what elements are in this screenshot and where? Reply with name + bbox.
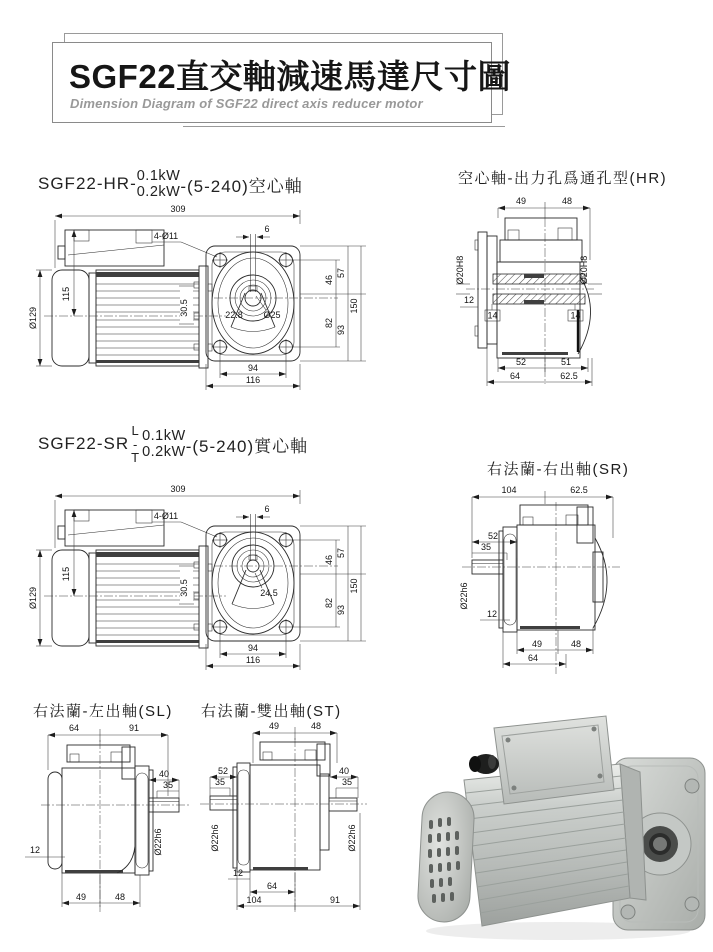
dim-52: 52 — [515, 357, 527, 367]
dim-49: 49 — [515, 196, 527, 206]
dim-offset: 30.5 — [179, 579, 189, 597]
dim-r40: 40 — [338, 766, 350, 776]
hr-detail-drawing — [452, 188, 697, 398]
sr-detail-drawing — [452, 478, 702, 683]
dim-64: 64 — [266, 881, 278, 891]
dim-l35: 35 — [214, 777, 226, 787]
dim-holes: 4-Ø11 — [153, 231, 179, 241]
sr-opt-dash: - — [132, 436, 139, 452]
dim-offset: 30.5 — [179, 299, 189, 317]
dim-91: 91 — [128, 723, 140, 733]
title-box-underline — [183, 126, 505, 127]
hr-kw-bottom: 0.2kW — [136, 184, 181, 201]
dim-12: 12 — [29, 845, 41, 855]
sr-detail-title: 右法蘭-右出軸(SR) — [487, 461, 630, 478]
hr-front-view — [206, 224, 366, 390]
sr-shaft-options — [131, 424, 140, 465]
dim-48: 48 — [561, 196, 573, 206]
hr-model-prefix: SGF22-HR- — [38, 174, 137, 194]
dim-12: 12 — [486, 609, 498, 619]
dim-40: 40 — [158, 769, 170, 779]
sr-front-view — [206, 504, 366, 670]
dim-14-right: 14 — [570, 310, 581, 321]
dim-r35: 35 — [341, 777, 353, 787]
terminal-box — [494, 716, 614, 804]
dim-62-5: 62.5 — [560, 371, 578, 381]
sr-opt-t: T — [131, 450, 141, 466]
dim-shaft-dia: Ø22h6 — [153, 828, 163, 856]
dim-l52: 52 — [217, 766, 229, 776]
dim-width: 116 — [245, 375, 261, 385]
product-photo — [398, 702, 710, 944]
sl-detail-title: 右法蘭-左出軸(SL) — [33, 703, 173, 720]
sl-detail-drawing — [13, 716, 203, 921]
title-box — [52, 42, 512, 123]
dim-64: 64 — [527, 653, 539, 663]
sr-assembly-drawing — [28, 474, 373, 688]
dim-12: 12 — [232, 868, 244, 878]
sr-model-label — [38, 424, 308, 465]
dim-64: 64 — [509, 371, 521, 381]
dim-pitch: 94 — [247, 363, 259, 373]
hr-assembly-drawing — [28, 194, 373, 408]
dim-57: 57 — [336, 267, 346, 279]
dim-bore-width: 22.8 — [225, 310, 243, 320]
dim-93: 93 — [336, 604, 346, 616]
sr-model-suffix: -(5-240)實心軸 — [185, 436, 309, 456]
dim-width: 116 — [245, 655, 261, 665]
dim-bore-left: Ø20H8 — [455, 255, 465, 285]
dim-150: 150 — [349, 578, 359, 594]
hr-side-view — [28, 204, 300, 368]
dim-12: 12 — [463, 295, 475, 305]
dim-93: 93 — [336, 324, 346, 336]
dim-pitch: 94 — [247, 643, 259, 653]
sr-kw-options — [142, 428, 186, 460]
dim-150: 150 — [349, 298, 359, 314]
dim-35: 35 — [480, 542, 492, 552]
dim-box-height: 115 — [61, 286, 71, 302]
cable-gland — [469, 754, 499, 774]
dim-46: 46 — [324, 274, 334, 286]
st-detail-title: 右法蘭-雙出軸(ST) — [201, 703, 342, 720]
dim-35: 35 — [162, 780, 174, 790]
sr-kw-bottom: 0.2kW — [142, 444, 186, 461]
dim-91: 91 — [329, 895, 341, 905]
dim-48: 48 — [114, 892, 126, 902]
page-title: SGF22直交軸減速馬達尺寸圖 — [69, 58, 512, 95]
dim-shaft-dia: Ø22h6 — [459, 582, 469, 610]
hr-detail-title: 空心軸-出力孔爲通孔型(HR) — [458, 170, 668, 187]
dim-82: 82 — [324, 597, 334, 609]
dim-48: 48 — [310, 721, 322, 731]
dim-46: 46 — [324, 554, 334, 566]
dim-key-width: 6 — [264, 224, 270, 234]
dim-52: 52 — [487, 531, 499, 541]
dim-overall: 309 — [170, 484, 186, 494]
dim-64: 64 — [68, 723, 80, 733]
dim-49: 49 — [531, 639, 543, 649]
dim-holes: 4-Ø11 — [153, 511, 179, 521]
dim-shaft: 24.5 — [260, 588, 278, 598]
dim-motor-dia: Ø129 — [28, 586, 38, 610]
st-detail-drawing — [192, 716, 397, 921]
dim-104: 104 — [246, 895, 262, 905]
dim-104: 104 — [501, 485, 517, 495]
motor-rear-cap — [417, 791, 476, 924]
dim-14-left: 14 — [487, 310, 498, 321]
dim-l-shaft-dia: Ø22h6 — [210, 824, 220, 852]
dim-overall: 309 — [170, 204, 186, 214]
sr-model-prefix: SGF22-SR — [38, 434, 130, 454]
dim-49: 49 — [75, 892, 87, 902]
dim-57: 57 — [336, 547, 346, 559]
dim-r-shaft-dia: Ø22h6 — [347, 824, 357, 852]
dim-51: 51 — [560, 357, 572, 367]
sr-kw-top: 0.1kW — [142, 428, 186, 445]
dim-motor-dia: Ø129 — [28, 306, 38, 330]
dim-bore-dia: Ø25 — [263, 310, 281, 320]
dim-62-5: 62.5 — [570, 485, 588, 495]
dim-bore-right: Ø20H8 — [579, 255, 589, 285]
dim-49: 49 — [268, 721, 280, 731]
hr-model-suffix: -(5-240)空心軸 — [180, 176, 303, 196]
page-subtitle: Dimension Diagram of SGF22 direct axis reducer motor — [70, 96, 423, 111]
dim-key-width: 6 — [264, 504, 270, 514]
hr-kw-top: 0.1kW — [136, 168, 181, 184]
dim-box-height: 115 — [61, 566, 71, 582]
sr-opt-l: L — [131, 423, 140, 438]
dim-82: 82 — [324, 317, 334, 329]
dim-48: 48 — [570, 639, 582, 649]
